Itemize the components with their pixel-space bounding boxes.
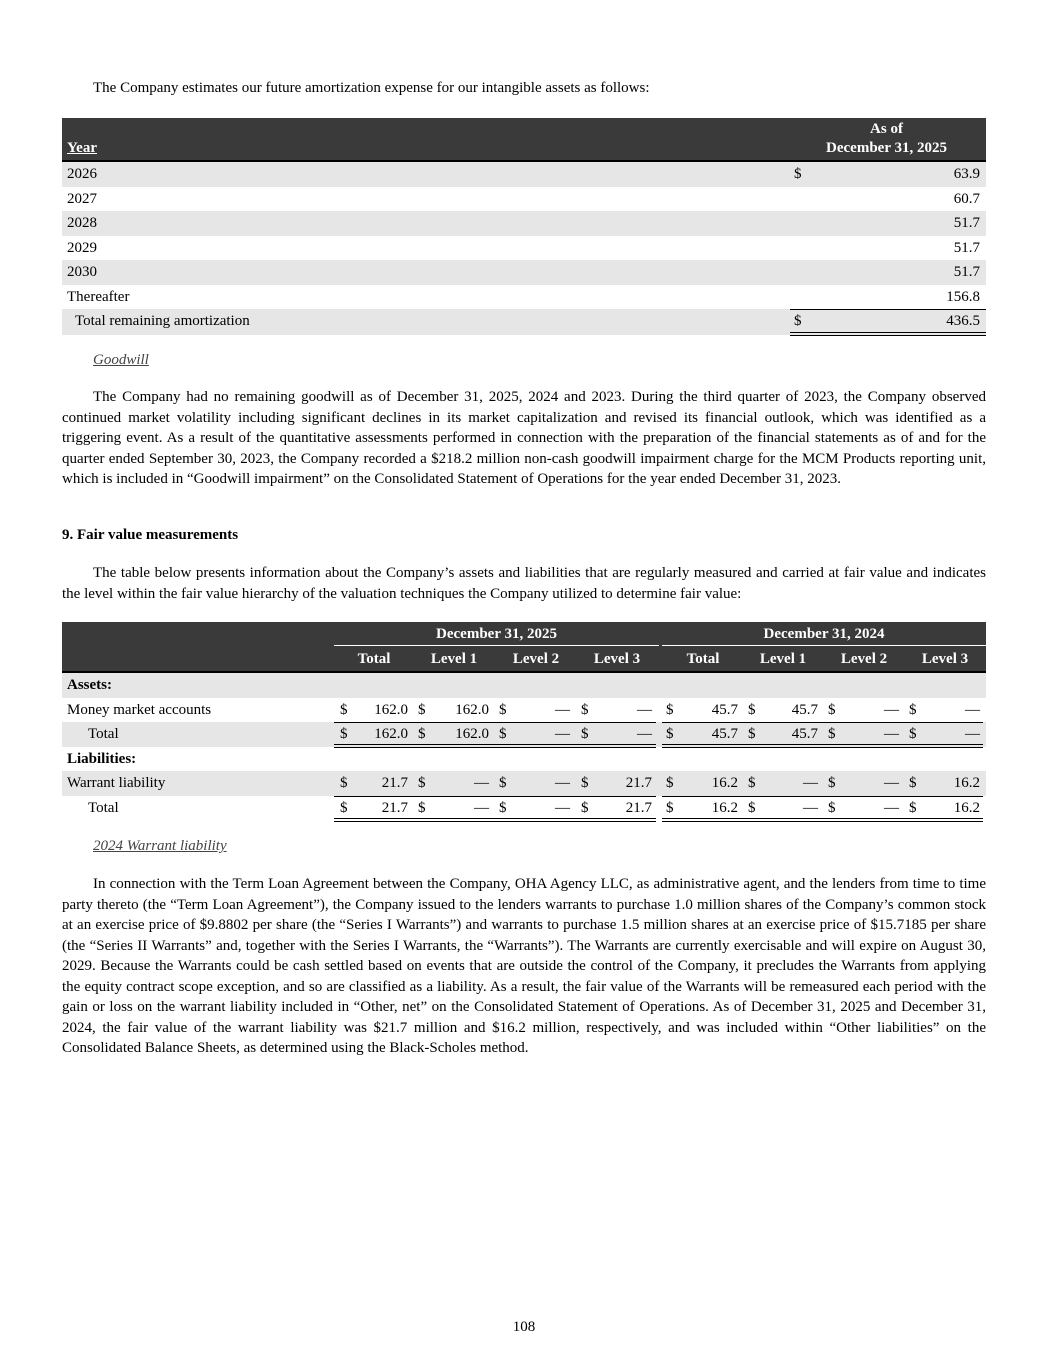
total-top-rule — [334, 722, 656, 723]
header-as-of: As of — [870, 121, 903, 137]
row-dollar: $ — [794, 313, 802, 329]
dollar-sign: $ — [909, 775, 917, 791]
total-row — [62, 722, 986, 747]
row-value: 60.7 — [953, 190, 980, 207]
cell-value: — — [884, 701, 899, 718]
cell-value: — — [803, 775, 818, 791]
dollar-sign: $ — [748, 775, 756, 791]
column-header: Level 2 — [840, 650, 888, 667]
cell-value: 16.2 — [953, 775, 980, 791]
dollar-sign: $ — [909, 701, 917, 718]
section-label-row — [62, 673, 986, 698]
dollar-sign: $ — [418, 799, 426, 816]
dollar-sign: $ — [909, 799, 917, 816]
dollar-sign: $ — [828, 701, 836, 718]
cell-value: 21.7 — [381, 799, 408, 816]
cell-value: 21.7 — [625, 775, 652, 791]
row-value: 51.7 — [953, 215, 980, 231]
cell-value: — — [555, 726, 570, 742]
cell-value: 16.2 — [711, 775, 738, 791]
cell-value: 45.7 — [711, 701, 738, 718]
cell-value: — — [637, 701, 652, 718]
section-label: Liabilities: — [67, 750, 137, 767]
cell-value: 162.0 — [374, 701, 408, 718]
period-2025: December 31, 2025 — [436, 626, 557, 642]
column-header: Level 3 — [921, 650, 969, 667]
dollar-sign: $ — [581, 799, 589, 816]
dollar-sign: $ — [418, 701, 426, 718]
amortization-row — [62, 285, 986, 310]
cell-value: — — [474, 799, 489, 816]
cell-value: — — [884, 799, 899, 816]
row-label: Total — [88, 726, 119, 742]
row-value: 51.7 — [953, 239, 980, 256]
row-label: 2028 — [67, 215, 97, 231]
amortization-row — [62, 187, 986, 212]
row-label: Money market accounts — [67, 701, 212, 718]
column-header: Total — [357, 650, 391, 667]
cell-value: — — [555, 799, 570, 816]
dollar-sign: $ — [418, 775, 426, 791]
row-label: 2030 — [67, 264, 97, 280]
section-heading: 9. Fair value measurements — [62, 527, 239, 543]
row-dollar: $ — [794, 166, 802, 182]
fair-value-header-columns — [62, 647, 986, 672]
column-header: Level 3 — [593, 650, 641, 667]
fair-value-intro: The table below presents information about the Company’s assets and liabilities that are regularly measured and carried at fair value and indicates the level within the fair value hierarchy of the valuation techniques the Company utilized to determine fair value: — [62, 565, 986, 602]
dollar-sign: $ — [581, 775, 589, 791]
cell-value: 45.7 — [791, 726, 818, 742]
cell-value: — — [965, 701, 980, 718]
dollar-sign: $ — [909, 726, 917, 742]
dollar-sign: $ — [340, 799, 348, 816]
goodwill-heading: Goodwill — [93, 352, 149, 368]
column-header: Level 2 — [512, 650, 560, 667]
amortization-table-header — [62, 118, 986, 160]
amortization-row — [62, 236, 986, 261]
total-row — [62, 796, 986, 821]
cell-value: 21.7 — [625, 799, 652, 816]
cell-value: — — [555, 701, 570, 718]
table-row — [62, 771, 986, 796]
dollar-sign: $ — [581, 726, 589, 742]
dollar-sign: $ — [499, 701, 507, 718]
cell-value: — — [965, 726, 980, 742]
section-label-row — [62, 747, 986, 772]
total-top-rule — [790, 309, 986, 310]
period-2024: December 31, 2024 — [763, 626, 885, 642]
dollar-sign: $ — [666, 726, 674, 742]
row-value: 63.9 — [953, 166, 980, 182]
total-double-rule — [790, 332, 986, 336]
dollar-sign: $ — [748, 701, 756, 718]
dollar-sign: $ — [828, 799, 836, 816]
row-value: 436.5 — [946, 313, 980, 329]
cell-value: — — [555, 775, 570, 791]
row-value: 156.8 — [946, 288, 980, 305]
fair-value-header-periods — [62, 622, 986, 647]
column-header: Level 1 — [430, 650, 478, 667]
dollar-sign: $ — [499, 726, 507, 742]
cell-value: 162.0 — [455, 701, 489, 718]
row-label: Total — [88, 799, 119, 816]
row-value: 51.7 — [953, 264, 980, 280]
row-label: 2026 — [67, 166, 97, 182]
cell-value: — — [474, 775, 489, 791]
total-top-rule — [334, 796, 656, 797]
dollar-sign: $ — [828, 775, 836, 791]
column-header: Total — [686, 650, 720, 667]
amortization-intro: The Company estimates our future amortization expense for our intangible assets as follows: — [93, 80, 650, 96]
page-number: 108 — [512, 1319, 536, 1335]
dollar-sign: $ — [666, 775, 674, 791]
amortization-table — [62, 118, 986, 335]
cell-value: — — [637, 726, 652, 742]
dollar-sign: $ — [340, 775, 348, 791]
dollar-sign: $ — [499, 775, 507, 791]
warrant-paragraph: In connection with the Term Loan Agreement between the Company, OHA Agency LLC, as administrative agent, and the lenders from time to time party thereto (the “Term Loan Agreement”), the Company issued to the lenders warrants to purchase 1.0 million shares of the Company’s common stock at an exercise price of $9.8802 per share (the “Series I Warrants”) and warrants to purchase 1.5 million shares at an exercise price of $15.7185 per share (the “Series II Warrants” and, together with the Series I Warrants, the “Warrants”). The Warrants are currently exercisable and will expire on August 30, 2029. Because the Warrants could be cash settled based on events that are outside the control of the Company, it precludes the Warrants from applying the equity contract scope exception, and so are classified as a liability. As a result, the fair value of the Warrants will be remeasured each period with the gain or loss on the warrant liability included in “Other, net” on the Consolidated Statement of Operations. As of December 31, 2025 and December 31, 2024, the fair value of the warrant liability was $21.7 million and $16.2 million, respectively, and was included within “Other liabilities” on the Consolidated Balance Sheets, as determined using the Black-Scholes method. — [62, 876, 986, 1056]
cell-value: — — [884, 726, 899, 742]
dollar-sign: $ — [581, 701, 589, 718]
dollar-sign: $ — [340, 701, 348, 718]
total-double-rule — [334, 818, 656, 822]
cell-value: — — [803, 799, 818, 816]
dollar-sign: $ — [340, 726, 348, 742]
dollar-sign: $ — [828, 726, 836, 742]
amortization-row — [62, 162, 986, 187]
amortization-row — [62, 260, 986, 285]
column-header: Level 1 — [759, 650, 807, 667]
row-label: Total remaining amortization — [75, 313, 250, 329]
row-label: 2029 — [67, 239, 97, 256]
row-label: Warrant liability — [67, 775, 166, 791]
warrant-heading: 2024 Warrant liability — [93, 838, 227, 854]
dollar-sign: $ — [666, 701, 674, 718]
total-top-rule — [662, 796, 983, 797]
row-label: 2027 — [67, 190, 97, 207]
cell-value: 45.7 — [711, 726, 738, 742]
row-label: Thereafter — [67, 288, 130, 305]
cell-value: — — [884, 775, 899, 791]
cell-value: 21.7 — [381, 775, 408, 791]
dollar-sign: $ — [499, 799, 507, 816]
header-date: December 31, 2025 — [826, 140, 947, 156]
table-row — [62, 698, 986, 723]
cell-value: 45.7 — [791, 701, 818, 718]
dollar-sign: $ — [748, 799, 756, 816]
dollar-sign: $ — [748, 726, 756, 742]
dollar-sign: $ — [418, 726, 426, 742]
fair-value-table — [62, 622, 986, 820]
total-top-rule — [662, 722, 983, 723]
total-double-rule — [662, 818, 983, 822]
cell-value: 16.2 — [953, 799, 980, 816]
section-label: Assets: — [67, 677, 112, 693]
amortization-total-row — [62, 309, 986, 335]
cell-value: 162.0 — [374, 726, 408, 742]
dollar-sign: $ — [666, 799, 674, 816]
amortization-row — [62, 211, 986, 236]
header-year: Year — [67, 140, 97, 156]
cell-value: 162.0 — [455, 726, 489, 742]
goodwill-paragraph: The Company had no remaining goodwill as of December 31, 2025, 2024 and 2023. During the third quarter of 2023, the Company observed continued market volatility including significant declines in its market capitalization and revised its financial outlook, which was identified as a triggering event. As a result of the quantitative assessments performed in connection with the preparation of the financial statements as of and for the quarter ended September 30, 2023, the Company recorded a $218.2 million non-cash goodwill impairment charge for the MCM Products reporting unit, which is included in “Goodwill impairment” on the Consolidated Statement of Operations for the year ended December 31, 2023. — [62, 389, 986, 487]
cell-value: 16.2 — [711, 799, 738, 816]
